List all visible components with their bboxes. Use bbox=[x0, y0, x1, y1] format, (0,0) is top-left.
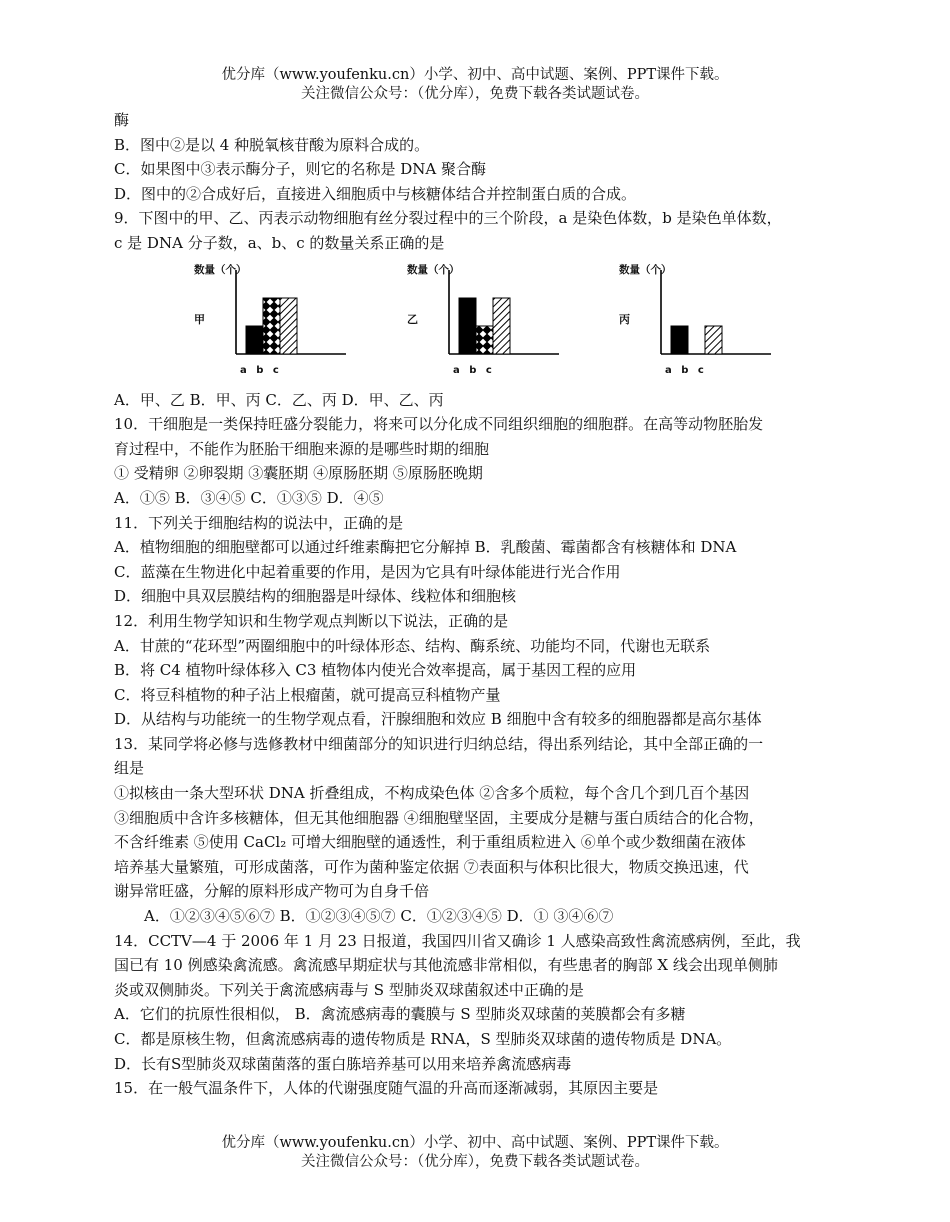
header-line-2: 关注微信公众号：（优分库），免费下载各类试题试卷。 bbox=[301, 86, 649, 102]
question-12: 12．利用生物学知识和生物学观点判断以下说法，正确的是 bbox=[114, 611, 509, 630]
footer-line-2: 关注微信公众号：（优分库），免费下载各类试题试卷。 bbox=[301, 1154, 649, 1170]
text-line: B．图中②是以 4 种脱氧核苷酸为原料合成的。 bbox=[114, 135, 430, 154]
text-line: 培养基大量繁殖，可形成菌落，可作为菌种鉴定依据 ⑦表面积与体积比很大，物质交换迅速，代 bbox=[114, 857, 749, 876]
text-line: C．蓝藻在生物进化中起着重要的作用，是因为它具有叶绿体能进行光合作用 bbox=[114, 562, 621, 581]
header-line-1: 优分库（www.youfenku.cn）小学、初中、高中试题、案例、PPT课件下载。 bbox=[221, 67, 729, 83]
chart-panel bbox=[194, 258, 354, 378]
text-line: 育过程中，不能作为胚胎干细胞来源的是哪些时期的细胞 bbox=[114, 439, 490, 458]
stage-label: 丙 bbox=[619, 312, 630, 326]
text-line: A．①⑤ B．③④⑤ C．①③⑤ D．④⑤ bbox=[114, 488, 384, 507]
bar-c bbox=[280, 298, 297, 354]
text-line: A．甘蔗的“花环型”两圈细胞中的叶绿体形态、结构、酶系统、功能均不同，代谢也无联系 bbox=[114, 636, 711, 655]
text-line: D．长有S型肺炎双球菌菌落的蛋白胨培养基可以用来培养禽流感病毒 bbox=[114, 1054, 572, 1073]
bar-chart-figure bbox=[114, 258, 854, 384]
question-11: 11．下列关于细胞结构的说法中，正确的是 bbox=[114, 513, 404, 532]
text-line: 炎或双侧肺炎。下列关于禽流感病毒与 S 型肺炎双球菌叙述中正确的是 bbox=[114, 980, 584, 999]
question-15: 15．在一般气温条件下，人体的代谢强度随气温的升高而逐渐减弱，其原因主要是 bbox=[114, 1079, 659, 1098]
text-line: B．将 C4 植物叶绿体移入 C3 植物体内使光合效率提高，属于基因工程的应用 bbox=[114, 661, 637, 680]
text-line: A．①②③④⑤⑥⑦ B．①②③④⑤⑦ C．①②③④⑤ D．① ③④⑥⑦ bbox=[144, 907, 614, 926]
text-line: C．如果图中③表示酶分子，则它的名称是 DNA 聚合酶 bbox=[114, 160, 486, 179]
document-body bbox=[114, 108, 854, 1101]
text-line: C．将豆科植物的种子沾上根瘤菌，就可提高豆科植物产量 bbox=[114, 685, 501, 704]
chart-panel bbox=[619, 258, 779, 378]
bar-b bbox=[263, 298, 280, 354]
text-line: ①拟核由一条大型环状 DNA 折叠组成，不构成染色体 ②含多个质粒，每个含几个到几百个基因 bbox=[114, 784, 750, 803]
text-line: ① 受精卵 ②卵裂期 ③囊胚期 ④原肠胚期 ⑤原肠胚晚期 bbox=[114, 464, 483, 483]
text-line: D．从结构与功能统一的生物学观点看，汗腺细胞和效应 B 细胞中含有较多的细胞器都是高尔基体 bbox=[114, 710, 762, 729]
x-tick-labels: a b c bbox=[240, 364, 282, 376]
question-14: 14．CCTV—4 于 2006 年 1 月 23 日报道，我国四川省又确诊 1 人感染高致性禽流感病例，至此，我 bbox=[114, 931, 801, 950]
text-line: c 是 DNA 分子数，a、b、c 的数量关系正确的是 bbox=[114, 233, 445, 252]
text-line: 国已有 10 例感染禽流感。禽流感早期症状与其他流感非常相似，有些患者的胸部 X 线会出现单侧肺 bbox=[114, 956, 778, 975]
x-tick-labels: a b c bbox=[453, 364, 495, 376]
bar-a bbox=[246, 326, 263, 354]
bar-a bbox=[459, 298, 476, 354]
text-line: 不含纤维素 ⑤使用 CaCl₂ 可增大细胞壁的通透性，利于重组质粒进入 ⑥单个或少数细菌在液体 bbox=[114, 833, 746, 852]
text-line: 谢异常旺盛，分解的原料形成产物可为自身千倍 bbox=[114, 882, 430, 901]
text-line: C．都是原核生物，但禽流感病毒的遗传物质是 RNA，S 型肺炎双球菌的遗传物质是 DNA。 bbox=[114, 1030, 732, 1048]
bar-a bbox=[671, 326, 688, 354]
bar-c bbox=[705, 326, 722, 354]
y-axis-label: 数量（个） bbox=[194, 263, 247, 276]
text-line: A．甲、乙 B．甲、丙 C．乙、丙 D．甲、乙、丙 bbox=[114, 390, 444, 409]
text-line: ③细胞质中含许多核糖体，但无其他细胞器 ④细胞壁坚固，主要成分是糖与蛋白质结合的化合物， bbox=[114, 808, 764, 827]
bar-c bbox=[493, 298, 510, 354]
question-13: 13．某同学将必修与选修教材中细菌部分的知识进行归纳总结，得出系列结论，其中全部正确的一 bbox=[114, 734, 764, 753]
question-10: 10．干细胞是一类保持旺盛分裂能力，将来可以分化成不同组织细胞的细胞群。在高等动物胚胎发 bbox=[114, 415, 764, 434]
page-header bbox=[0, 66, 950, 104]
question-9: 9．下图中的甲、乙、丙表示动物细胞有丝分裂过程中的三个阶段，a 是染色体数，b 是染色单体数， bbox=[114, 209, 782, 228]
text-line: D．细胞中具双层膜结构的细胞器是叶绿体、线粒体和细胞核 bbox=[114, 587, 517, 606]
y-axis-label: 数量（个） bbox=[619, 263, 672, 276]
text-line: A．它们的抗原性很相似， B．禽流感病毒的囊膜与 S 型肺炎双球菌的荚膜都会有多糖 bbox=[114, 1005, 686, 1024]
text-line: 酶 bbox=[114, 111, 130, 129]
stage-label: 甲 bbox=[194, 312, 205, 326]
chart-panel bbox=[407, 258, 567, 378]
text-line: D．图中的②合成好后，直接进入细胞质中与核糖体结合并控制蛋白质的合成。 bbox=[114, 184, 637, 203]
stage-label: 乙 bbox=[407, 312, 418, 326]
text-line: 组是 bbox=[114, 759, 145, 778]
page-footer bbox=[0, 1134, 950, 1172]
x-tick-labels: a b c bbox=[665, 364, 707, 376]
bar-b bbox=[476, 326, 493, 354]
y-axis-label: 数量（个） bbox=[407, 263, 460, 276]
footer-line-1: 优分库（www.youfenku.cn）小学、初中、高中试题、案例、PPT课件下载。 bbox=[221, 1135, 729, 1151]
text-line: A．植物细胞的细胞壁都可以通过纤维素酶把它分解掉 B．乳酸菌、霉菌都含有核糖体和 DNA bbox=[114, 538, 737, 557]
